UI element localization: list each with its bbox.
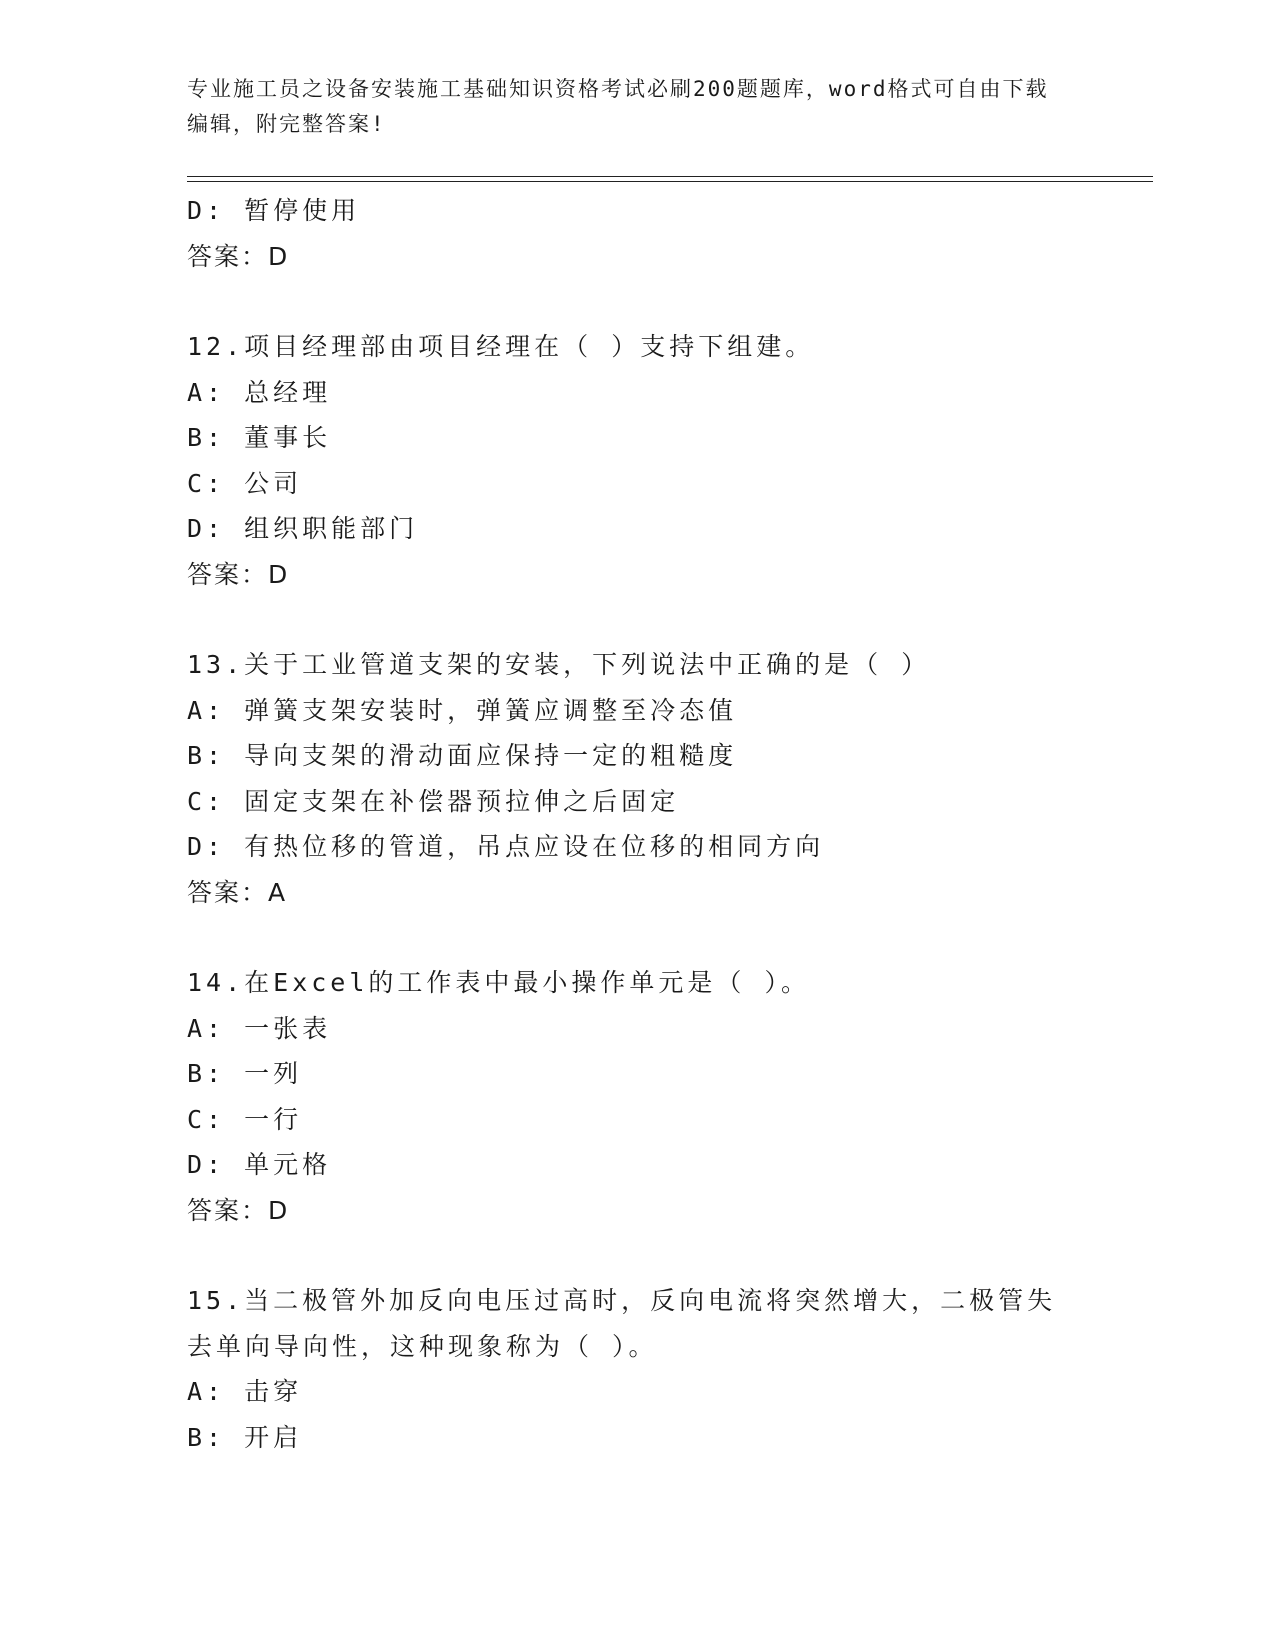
option-a: A: 一张表 [187,1013,332,1043]
question-block-15 [187,1278,1107,1460]
option-b: B: 董事长 [187,423,332,452]
option-c: C: 一行 [187,1104,303,1134]
answer-line: 答案：D [187,559,290,589]
option-b: B: 开启 [187,1422,303,1452]
option-b: B: 一列 [187,1059,303,1088]
question-stem: 15.当二极管外加反向电压过高时，反向电流将突然增大，二极管失去单向导向性，这种现象称为（ ）。 [187,1286,1057,1361]
question-list [187,188,1107,1460]
option-d: D: 组织职能部门 [187,514,419,543]
option-b: B: 导向支架的滑动面应保持一定的粗糙度 [187,741,738,770]
option-d: D: 单元格 [187,1150,332,1179]
option-a: A: 弹簧支架安装时，弹簧应调整至冷态值 [187,695,738,725]
answer-line: 答案：A [187,877,288,907]
document-header: 专业施工员之设备安装施工基础知识资格考试必刷200题题库，word格式可自由下载编辑，附完整答案! [187,77,1049,136]
question-block-prev [187,188,1107,279]
question-block-12 [187,324,1107,597]
answer-line: 答案：D [187,241,290,271]
question-block-14 [187,960,1107,1233]
header-divider-top [187,176,1153,177]
answer-line: 答案：D [187,1195,290,1225]
option-a: A: 击穿 [187,1377,303,1406]
question-stem: 14.在Excel的工作表中最小操作单元是（ ）。 [187,968,810,997]
option-a: A: 总经理 [187,377,332,407]
header-divider-bottom [187,181,1153,182]
option-c: C: 固定支架在补偿器预拉伸之后固定 [187,786,680,816]
option-d: D: 有热位移的管道，吊点应设在位移的相同方向 [187,832,825,861]
question-stem: 12.项目经理部由项目经理在（ ）支持下组建。 [187,332,815,361]
option-c: C: 公司 [187,468,303,498]
question-block-13 [187,642,1107,915]
question-stem: 13.关于工业管道支架的安装，下列说法中正确的是（ ） [187,650,931,679]
option-d: D: 暂停使用 [187,196,361,225]
